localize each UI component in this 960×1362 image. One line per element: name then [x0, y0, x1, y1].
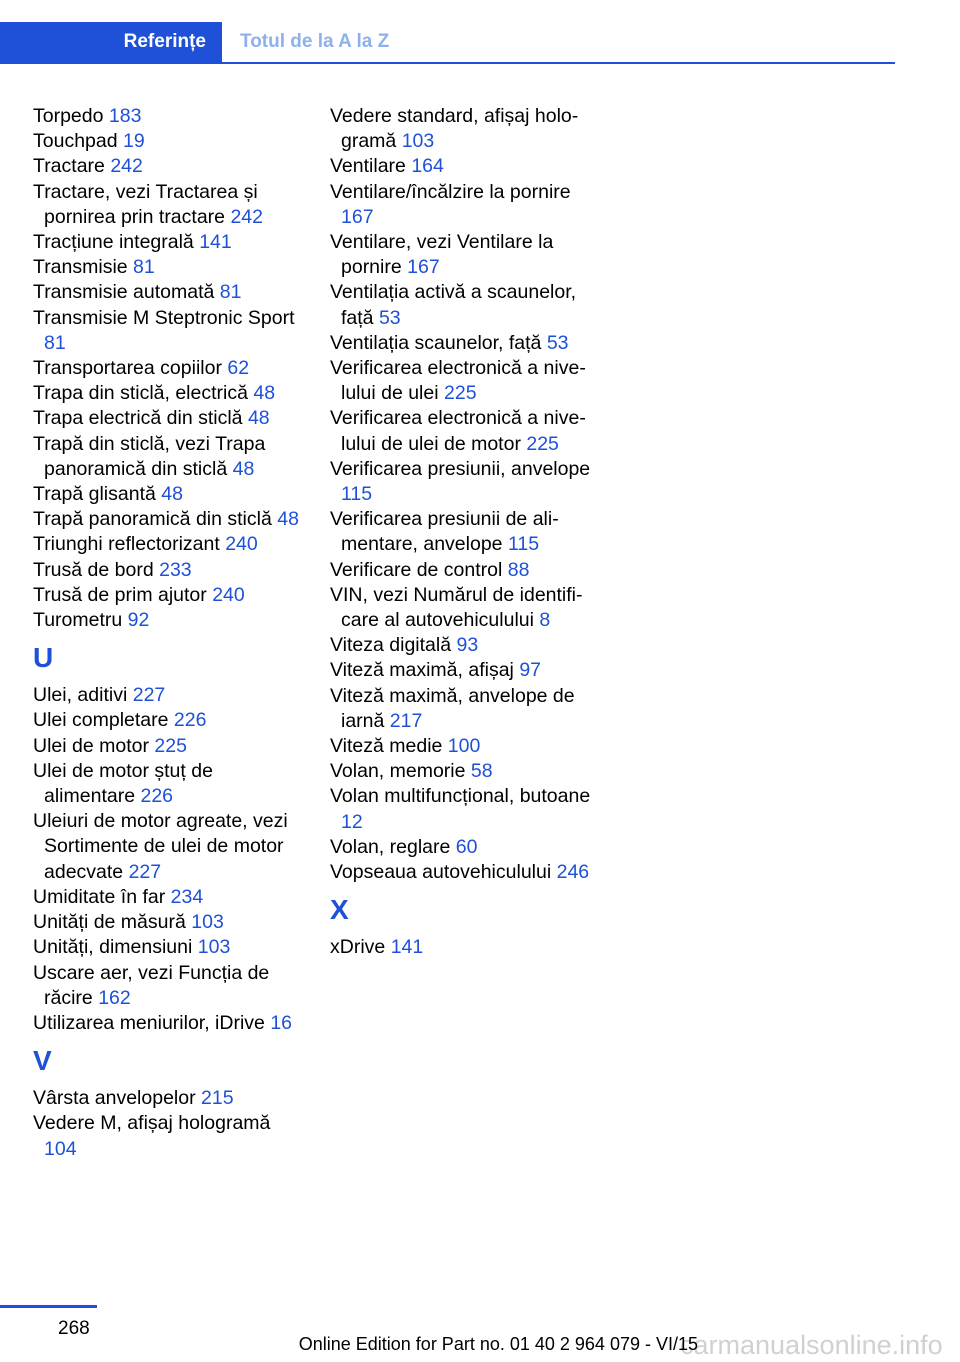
- index-entry-term: Trusă de prim ajutor: [33, 583, 207, 606]
- footer-rule: [0, 1305, 97, 1308]
- index-entry-term: xDrive: [330, 936, 386, 959]
- index-entry-term: Ulei, aditivi: [33, 684, 128, 707]
- index-page-link[interactable]: 48: [253, 382, 276, 405]
- index-entry-term: Viteză medie: [330, 735, 443, 758]
- index-page-link[interactable]: 48: [247, 407, 270, 430]
- index-letter-heading: U: [33, 642, 54, 674]
- index-entry-term: Trapă panoramică din sticlă: [33, 508, 272, 531]
- index-entry-term: Transmisie automată: [33, 281, 215, 304]
- index-page-link[interactable]: 103: [197, 936, 231, 959]
- index-entry: [330, 280, 605, 330]
- index-page-link[interactable]: 246: [556, 861, 590, 884]
- index-page-link[interactable]: 60: [455, 835, 478, 858]
- index-entry-term: Vedere standard, afișaj hologramă: [330, 105, 579, 153]
- index-entry-term: Viteză maximă, anvelope de iarnă: [330, 684, 575, 732]
- index-entry-term: Ulei de motor ștuț de alimentare: [33, 759, 213, 808]
- index-entry-term: Turometru: [33, 609, 123, 632]
- index-page-link[interactable]: 19: [123, 130, 145, 153]
- index-page-link[interactable]: 53: [546, 331, 569, 354]
- index-entry: [33, 1086, 308, 1111]
- index-letter-heading: V: [33, 1045, 52, 1077]
- index-entry-term: Unități de măsură: [33, 911, 186, 934]
- index-entry-term: Tractare: [33, 155, 105, 178]
- index-entry: [33, 1111, 308, 1161]
- watermark: carmanualsonline.info: [680, 1330, 943, 1360]
- index-page-link[interactable]: 162: [98, 986, 131, 1009]
- index-entry: [33, 532, 308, 557]
- index-page-link[interactable]: 115: [341, 483, 373, 506]
- index-page-link[interactable]: 58: [470, 760, 493, 783]
- index-entry-term: Vârsta anvelopelor: [33, 1087, 196, 1110]
- index-page-link[interactable]: 97: [519, 659, 542, 682]
- index-entry: [33, 180, 308, 230]
- index-entry-term: Vedere M, afișaj hologramă: [33, 1112, 271, 1135]
- index-entry: [330, 835, 605, 860]
- index-entry-term: Uscare aer, vezi Funcția de răcire: [33, 961, 270, 1009]
- index-entry-term: Trapă din sticlă, vezi Trapa panoramică din sticlă: [33, 432, 266, 480]
- index-page-link[interactable]: 225: [444, 382, 477, 405]
- index-entry-term: Tractare, vezi Tractarea și pornirea prin tractare: [33, 180, 258, 228]
- index-entry: [33, 255, 308, 280]
- index-page-link[interactable]: 141: [199, 231, 232, 254]
- index-entry: [330, 457, 605, 507]
- index-entry-term: Ventilația scaunelor, față: [330, 331, 542, 354]
- index-page-link[interactable]: 242: [110, 155, 143, 178]
- index-entry: [33, 759, 308, 809]
- index-page-link[interactable]: 104: [44, 1137, 77, 1160]
- index-entry-term: Utilizarea meniurilor, iDrive: [33, 1011, 265, 1034]
- page-header: [0, 22, 895, 64]
- index-entry: [33, 910, 308, 935]
- index-page-link[interactable]: 48: [161, 483, 183, 506]
- index-entry-term: Ventilația activă a scaunelor, față: [330, 281, 577, 329]
- index-entry: [33, 935, 308, 960]
- index-entry: [33, 356, 308, 381]
- edition-note: Online Edition for Part no. 01 40 2 964 079 - VI/15: [298, 1334, 698, 1354]
- index-entry-term: Triunghi reflectorizant: [33, 533, 220, 556]
- index-entry: [330, 104, 605, 154]
- index-entry: [330, 935, 605, 960]
- index-entry: [330, 684, 605, 734]
- index-entry: [330, 154, 605, 179]
- index-entry-term: Viteză maximă, afișaj: [330, 659, 514, 682]
- page-number: 268: [58, 1318, 90, 1339]
- index-column-right: [330, 104, 605, 961]
- index-page-link[interactable]: 93: [456, 634, 479, 657]
- index-page-link[interactable]: 81: [44, 331, 66, 354]
- index-page-link[interactable]: 62: [227, 357, 250, 380]
- index-entry: [33, 734, 308, 759]
- index-entry-term: Torpedo: [33, 105, 104, 127]
- index-entry-term: Verificare de control: [330, 558, 503, 581]
- index-entry: [33, 708, 308, 733]
- index-page-link[interactable]: 233: [159, 558, 192, 581]
- index-page-link[interactable]: 215: [201, 1087, 234, 1110]
- index-page-link[interactable]: 167: [407, 256, 440, 279]
- index-entry-term: Vopseaua autovehiculului: [330, 861, 552, 884]
- index-entry: [330, 583, 605, 633]
- index-entry: [330, 734, 605, 759]
- index-entry-term: Verificarea electronică a nivelului de ulei de motor: [330, 407, 586, 455]
- index-page-link[interactable]: 183: [108, 105, 142, 127]
- index-entry: [33, 230, 308, 255]
- index-entry: [330, 658, 605, 683]
- index-entry: [330, 180, 605, 230]
- index-page-link[interactable]: 88: [507, 558, 530, 581]
- index-entry-term: Umiditate în far: [33, 885, 166, 908]
- index-entry-term: Verificarea presiunii, anvelope: [330, 457, 591, 480]
- index-page-link[interactable]: 53: [378, 306, 401, 329]
- index-entry: [33, 482, 308, 507]
- index-entry: [33, 406, 308, 431]
- index-page-link[interactable]: 240: [225, 533, 258, 556]
- index-entry: [33, 961, 308, 1011]
- index-entry: [33, 280, 308, 305]
- index-entry-term: Verificarea electronică a nivelului de ulei: [330, 357, 586, 405]
- index-entry: [33, 683, 308, 708]
- index-page-link[interactable]: 225: [154, 734, 187, 757]
- index-entry-term: Trapa din sticlă, electrică: [33, 382, 248, 405]
- index-entry: [33, 558, 308, 583]
- index-page-link[interactable]: 12: [341, 810, 363, 833]
- section-tab-active[interactable]: [0, 22, 222, 62]
- index-entry-term: Transportarea copiilor: [33, 357, 222, 380]
- index-page-link[interactable]: 100: [447, 735, 481, 758]
- index-entry-term: Uleiuri de motor agreate, vezi Sortimente de ulei de motor adecvate: [33, 810, 288, 883]
- index-entry: [33, 608, 308, 633]
- index-entry: [33, 306, 308, 356]
- chapter-tab[interactable]: Totul de la A la Z: [240, 31, 390, 52]
- index-entry: [330, 230, 605, 280]
- index-page-link[interactable]: 81: [219, 281, 242, 304]
- index-entry-term: Ventilare, vezi Ventilare la pornire: [330, 231, 554, 279]
- index-page-link[interactable]: 48: [277, 508, 299, 531]
- index-page-link[interactable]: 48: [232, 457, 255, 480]
- index-column-left: [33, 104, 308, 1162]
- index-entry-term: Transmisie: [33, 256, 128, 279]
- index-entry-term: Ventilare: [330, 155, 406, 178]
- index-entry: [330, 558, 605, 583]
- index-entry: [33, 583, 308, 608]
- index-entry: [33, 154, 308, 179]
- index-page-link[interactable]: 226: [140, 785, 174, 808]
- index-page-link[interactable]: 164: [411, 155, 444, 178]
- index-entry: [330, 331, 605, 356]
- index-entry: [33, 129, 308, 154]
- index-entry-term: Volan multifuncțional, butoane: [330, 785, 591, 808]
- index-entry: [330, 507, 605, 557]
- index-page-link[interactable]: 234: [170, 885, 204, 908]
- index-entry-term: Ulei completare: [33, 709, 169, 732]
- index-entry: [330, 406, 605, 456]
- index-entry-term: Touchpad: [33, 130, 118, 153]
- index-page-link[interactable]: 227: [132, 684, 166, 707]
- index-page-link[interactable]: 16: [270, 1011, 293, 1034]
- index-page-link[interactable]: 92: [127, 609, 150, 632]
- index-entry: [33, 432, 308, 482]
- index-page-link[interactable]: 141: [390, 936, 424, 959]
- index-entry: [330, 860, 605, 885]
- index-entry: [33, 1011, 308, 1036]
- index-entry-term: Ulei de motor: [33, 734, 149, 757]
- index-entry: [33, 809, 308, 885]
- index-entry: [330, 784, 605, 834]
- index-entry: [33, 507, 308, 532]
- index-entry-term: Trapa electrică din sticlă: [33, 407, 243, 430]
- index-page-link[interactable]: 242: [230, 205, 263, 228]
- index-page-link[interactable]: 8: [539, 609, 551, 632]
- index-entry: [33, 381, 308, 406]
- index-entry: [33, 885, 308, 910]
- section-tab-label: Referințe: [123, 31, 206, 52]
- index-page-link[interactable]: 103: [401, 130, 435, 153]
- index-page-link[interactable]: 225: [526, 432, 559, 455]
- index-entry-term: Trusă de bord: [33, 558, 154, 581]
- index-page-link[interactable]: 167: [341, 205, 374, 228]
- index-page-link[interactable]: 227: [128, 860, 162, 883]
- index-entry-term: Ventilare/încălzire la pornire: [330, 180, 571, 203]
- index-entry-term: Volan, memorie: [330, 760, 466, 783]
- index-page-link[interactable]: 217: [389, 709, 423, 732]
- index-entry: [330, 356, 605, 406]
- index-entry: [330, 633, 605, 658]
- index-page-link[interactable]: 226: [173, 709, 207, 732]
- index-page-link[interactable]: 115: [507, 533, 540, 556]
- index-letter-heading: X: [330, 894, 349, 926]
- index-entry: [33, 104, 308, 129]
- index-page-link[interactable]: 240: [212, 583, 245, 606]
- index-page-link[interactable]: 81: [133, 256, 155, 279]
- index-entry-term: Verificarea presiunii de alimentare, anvelope: [330, 508, 559, 556]
- index-entry-term: Trapă glisantă: [33, 483, 156, 506]
- index-entry-term: Viteza digitală: [330, 634, 452, 657]
- index-entry-term: Unități, dimensiuni: [33, 936, 193, 959]
- index-entry: [330, 759, 605, 784]
- index-entry-term: Volan, reglare: [330, 835, 451, 858]
- index-entry-term: VIN, vezi Numărul de identificare al autovehiculului: [330, 583, 583, 632]
- index-entry-term: Tracțiune integrală: [33, 231, 194, 254]
- index-page-link[interactable]: 103: [191, 911, 224, 934]
- index-entry-term: Transmisie M Steptronic Sport: [33, 306, 295, 329]
